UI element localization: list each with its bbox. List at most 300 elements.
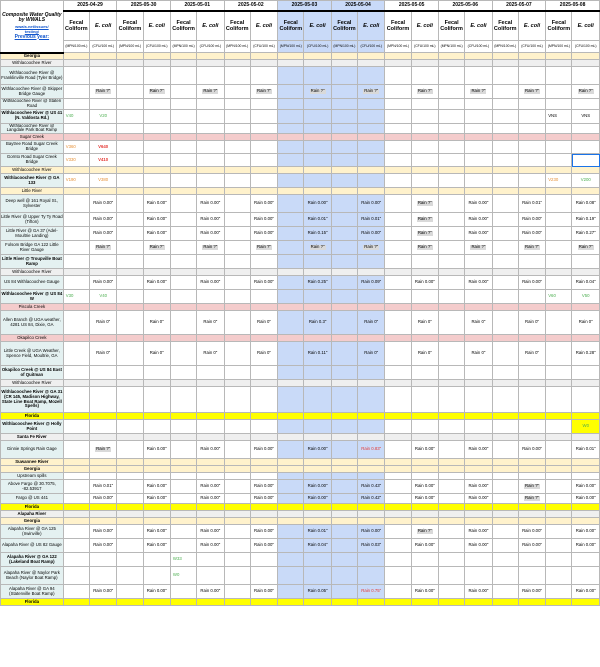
e-coli-cell[interactable] — [465, 255, 492, 269]
site-name[interactable]: Upstream spills — [1, 473, 64, 480]
fecal-coliform-cell[interactable] — [438, 380, 464, 387]
fecal-coliform-cell[interactable] — [438, 599, 464, 606]
fecal-coliform-cell[interactable] — [224, 413, 250, 420]
e-coli-cell[interactable] — [518, 599, 545, 606]
fecal-coliform-cell[interactable] — [385, 60, 411, 67]
fecal-coliform-cell[interactable] — [224, 585, 250, 599]
fecal-coliform-cell[interactable] — [63, 434, 89, 441]
fecal-coliform-cell[interactable] — [331, 195, 357, 213]
e-coli-cell[interactable] — [143, 53, 170, 60]
e-coli-cell[interactable] — [518, 525, 545, 539]
e-coli-cell[interactable] — [358, 60, 385, 67]
e-coli-cell[interactable] — [197, 174, 224, 188]
e-coli-cell[interactable] — [304, 504, 331, 511]
fecal-coliform-cell[interactable] — [492, 413, 518, 420]
site-name[interactable]: Santa Fe River — [1, 434, 64, 441]
e-coli-cell[interactable] — [90, 255, 117, 269]
e-coli-cell[interactable] — [411, 255, 438, 269]
e-coli-cell[interactable] — [304, 494, 331, 504]
fecal-coliform-cell[interactable] — [278, 67, 304, 85]
fecal-coliform-cell[interactable] — [63, 504, 89, 511]
e-coli-cell[interactable] — [250, 585, 277, 599]
e-coli-cell[interactable] — [572, 67, 600, 85]
e-coli-cell[interactable] — [518, 413, 545, 420]
e-coli-cell[interactable] — [197, 387, 224, 413]
fecal-coliform-cell[interactable] — [546, 387, 572, 413]
e-coli-cell[interactable] — [143, 335, 170, 342]
e-coli-cell[interactable] — [518, 123, 545, 134]
e-coli-cell[interactable] — [411, 387, 438, 413]
fecal-coliform-cell[interactable] — [492, 494, 518, 504]
site-name[interactable]: Withlacoochee River @ Holly Point — [1, 420, 64, 434]
fecal-coliform-cell[interactable] — [117, 195, 143, 213]
e-coli-cell[interactable] — [90, 195, 117, 213]
fecal-coliform-cell[interactable] — [170, 167, 196, 174]
e-coli-cell[interactable] — [518, 311, 545, 335]
e-coli-cell[interactable] — [197, 504, 224, 511]
e-coli-cell[interactable] — [250, 141, 277, 154]
fecal-coliform-cell[interactable] — [546, 311, 572, 335]
e-coli-cell[interactable] — [465, 276, 492, 290]
e-coli-cell[interactable] — [358, 167, 385, 174]
fecal-coliform-cell[interactable] — [278, 60, 304, 67]
fecal-coliform-cell[interactable] — [224, 480, 250, 494]
site-name[interactable]: Florida — [1, 413, 64, 420]
e-coli-cell[interactable] — [197, 195, 224, 213]
e-coli-cell[interactable] — [143, 304, 170, 311]
e-coli-cell[interactable] — [143, 473, 170, 480]
e-coli-cell[interactable] — [197, 276, 224, 290]
e-coli-cell[interactable] — [358, 67, 385, 85]
e-coli-cell[interactable] — [90, 53, 117, 60]
fecal-coliform-cell[interactable] — [278, 53, 304, 60]
e-coli-cell[interactable] — [90, 174, 117, 188]
fecal-coliform-cell[interactable] — [278, 123, 304, 134]
fecal-coliform-cell[interactable] — [224, 174, 250, 188]
fecal-coliform-cell[interactable] — [438, 195, 464, 213]
e-coli-cell[interactable] — [143, 434, 170, 441]
fecal-coliform-cell[interactable] — [117, 134, 143, 141]
e-coli-cell[interactable] — [358, 269, 385, 276]
fecal-coliform-cell[interactable] — [278, 154, 304, 167]
e-coli-cell[interactable] — [197, 290, 224, 304]
e-coli-cell[interactable] — [411, 154, 438, 167]
fecal-coliform-cell[interactable] — [224, 109, 250, 123]
fecal-coliform-cell[interactable] — [278, 553, 304, 567]
fecal-coliform-cell[interactable] — [492, 227, 518, 241]
e-coli-cell[interactable] — [143, 366, 170, 380]
fecal-coliform-cell[interactable] — [546, 85, 572, 99]
fecal-coliform-cell[interactable] — [224, 195, 250, 213]
e-coli-cell[interactable] — [197, 380, 224, 387]
e-coli-cell[interactable] — [518, 335, 545, 342]
fecal-coliform-cell[interactable] — [385, 67, 411, 85]
fecal-coliform-cell[interactable] — [331, 413, 357, 420]
e-coli-cell[interactable] — [197, 213, 224, 227]
fecal-coliform-cell[interactable] — [224, 459, 250, 466]
e-coli-cell[interactable] — [143, 511, 170, 518]
site-name[interactable]: Withlacoochee River — [1, 269, 64, 276]
e-coli-cell[interactable] — [572, 213, 600, 227]
e-coli-cell[interactable] — [250, 480, 277, 494]
fecal-coliform-cell[interactable] — [278, 366, 304, 380]
fecal-coliform-cell[interactable] — [117, 99, 143, 110]
e-coli-cell[interactable] — [572, 227, 600, 241]
site-name[interactable]: Withlacoochee River — [1, 380, 64, 387]
e-coli-cell[interactable] — [304, 255, 331, 269]
e-coli-cell[interactable] — [518, 227, 545, 241]
e-coli-cell[interactable] — [304, 276, 331, 290]
e-coli-cell[interactable] — [250, 434, 277, 441]
fecal-coliform-cell[interactable] — [170, 420, 196, 434]
fecal-coliform-cell[interactable] — [546, 227, 572, 241]
e-coli-cell[interactable] — [250, 387, 277, 413]
e-coli-cell[interactable] — [411, 99, 438, 110]
e-coli-cell[interactable] — [197, 188, 224, 195]
e-coli-cell[interactable] — [465, 167, 492, 174]
e-coli-cell[interactable] — [304, 154, 331, 167]
e-coli-cell[interactable] — [411, 420, 438, 434]
fecal-coliform-cell[interactable] — [438, 459, 464, 466]
e-coli-cell[interactable] — [465, 53, 492, 60]
fecal-coliform-cell[interactable] — [63, 525, 89, 539]
fecal-coliform-cell[interactable] — [438, 473, 464, 480]
e-coli-cell[interactable] — [465, 380, 492, 387]
fecal-coliform-cell[interactable] — [546, 167, 572, 174]
e-coli-cell[interactable] — [572, 109, 600, 123]
e-coli-cell[interactable] — [518, 473, 545, 480]
site-name[interactable]: Ginnie Springs Rain Gage — [1, 441, 64, 459]
e-coli-cell[interactable] — [572, 366, 600, 380]
fecal-coliform-cell[interactable] — [385, 459, 411, 466]
fecal-coliform-cell[interactable] — [117, 123, 143, 134]
fecal-coliform-cell[interactable] — [117, 494, 143, 504]
e-coli-cell[interactable] — [518, 459, 545, 466]
e-coli-cell[interactable] — [304, 380, 331, 387]
e-coli-cell[interactable] — [250, 195, 277, 213]
e-coli-cell[interactable] — [90, 553, 117, 567]
fecal-coliform-cell[interactable] — [331, 304, 357, 311]
e-coli-cell[interactable] — [411, 227, 438, 241]
e-coli-cell[interactable] — [518, 290, 545, 304]
e-coli-cell[interactable] — [518, 99, 545, 110]
e-coli-cell[interactable] — [250, 525, 277, 539]
fecal-coliform-cell[interactable] — [224, 494, 250, 504]
fecal-coliform-cell[interactable] — [170, 525, 196, 539]
fecal-coliform-cell[interactable] — [224, 276, 250, 290]
e-coli-cell[interactable] — [518, 494, 545, 504]
fecal-coliform-cell[interactable] — [331, 123, 357, 134]
fecal-coliform-cell[interactable] — [492, 553, 518, 567]
e-coli-cell[interactable] — [411, 123, 438, 134]
e-coli-cell[interactable] — [90, 380, 117, 387]
fecal-coliform-cell[interactable] — [63, 441, 89, 459]
fecal-coliform-cell[interactable] — [438, 141, 464, 154]
fecal-coliform-cell[interactable] — [63, 459, 89, 466]
e-coli-cell[interactable] — [465, 335, 492, 342]
fecal-coliform-cell[interactable] — [546, 188, 572, 195]
fecal-coliform-cell[interactable] — [385, 494, 411, 504]
fecal-coliform-cell[interactable] — [546, 434, 572, 441]
fecal-coliform-cell[interactable] — [170, 255, 196, 269]
e-coli-cell[interactable] — [465, 585, 492, 599]
fecal-coliform-cell[interactable] — [63, 480, 89, 494]
fecal-coliform-cell[interactable] — [170, 154, 196, 167]
e-coli-cell[interactable] — [358, 494, 385, 504]
fecal-coliform-cell[interactable] — [170, 567, 196, 585]
fecal-coliform-cell[interactable] — [438, 154, 464, 167]
e-coli-cell[interactable] — [250, 99, 277, 110]
fecal-coliform-cell[interactable] — [278, 459, 304, 466]
fecal-coliform-cell[interactable] — [438, 174, 464, 188]
fecal-coliform-cell[interactable] — [117, 480, 143, 494]
e-coli-cell[interactable] — [358, 420, 385, 434]
e-coli-cell[interactable] — [358, 525, 385, 539]
fecal-coliform-cell[interactable] — [278, 276, 304, 290]
e-coli-cell[interactable] — [197, 335, 224, 342]
e-coli-cell[interactable] — [143, 255, 170, 269]
fecal-coliform-cell[interactable] — [224, 567, 250, 585]
e-coli-cell[interactable] — [411, 53, 438, 60]
fecal-coliform-cell[interactable] — [438, 567, 464, 585]
fecal-coliform-cell[interactable] — [438, 269, 464, 276]
fecal-coliform-cell[interactable] — [117, 335, 143, 342]
e-coli-cell[interactable] — [143, 67, 170, 85]
fecal-coliform-cell[interactable] — [63, 473, 89, 480]
fecal-coliform-cell[interactable] — [117, 60, 143, 67]
fecal-coliform-cell[interactable] — [385, 434, 411, 441]
e-coli-cell[interactable] — [304, 167, 331, 174]
fecal-coliform-cell[interactable] — [331, 213, 357, 227]
fecal-coliform-cell[interactable] — [385, 413, 411, 420]
fecal-coliform-cell[interactable] — [63, 511, 89, 518]
fecal-coliform-cell[interactable] — [278, 335, 304, 342]
fecal-coliform-cell[interactable] — [438, 480, 464, 494]
fecal-coliform-cell[interactable] — [117, 255, 143, 269]
fecal-coliform-cell[interactable] — [224, 434, 250, 441]
fecal-coliform-cell[interactable] — [117, 380, 143, 387]
e-coli-cell[interactable] — [572, 188, 600, 195]
e-coli-cell[interactable] — [518, 480, 545, 494]
e-coli-cell[interactable] — [250, 290, 277, 304]
fecal-coliform-cell[interactable] — [438, 134, 464, 141]
fecal-coliform-cell[interactable] — [63, 67, 89, 85]
fecal-coliform-cell[interactable] — [117, 539, 143, 553]
fecal-coliform-cell[interactable] — [438, 188, 464, 195]
site-name[interactable]: Baytree Road Sugar Creek Bridge — [1, 141, 64, 154]
fecal-coliform-cell[interactable] — [492, 441, 518, 459]
e-coli-cell[interactable] — [197, 585, 224, 599]
e-coli-cell[interactable] — [465, 420, 492, 434]
e-coli-cell[interactable] — [304, 67, 331, 85]
fecal-coliform-cell[interactable] — [170, 67, 196, 85]
fecal-coliform-cell[interactable] — [117, 585, 143, 599]
e-coli-cell[interactable] — [304, 599, 331, 606]
fecal-coliform-cell[interactable] — [492, 67, 518, 85]
e-coli-cell[interactable] — [411, 269, 438, 276]
fecal-coliform-cell[interactable] — [385, 174, 411, 188]
e-coli-cell[interactable] — [90, 511, 117, 518]
fecal-coliform-cell[interactable] — [278, 480, 304, 494]
e-coli-cell[interactable] — [465, 599, 492, 606]
fecal-coliform-cell[interactable] — [385, 276, 411, 290]
fecal-coliform-cell[interactable] — [63, 494, 89, 504]
e-coli-cell[interactable] — [143, 494, 170, 504]
fecal-coliform-cell[interactable] — [492, 335, 518, 342]
fecal-coliform-cell[interactable] — [438, 167, 464, 174]
e-coli-cell[interactable] — [197, 553, 224, 567]
e-coli-cell[interactable] — [572, 60, 600, 67]
e-coli-cell[interactable] — [250, 494, 277, 504]
e-coli-cell[interactable] — [465, 342, 492, 366]
fecal-coliform-cell[interactable] — [546, 525, 572, 539]
fecal-coliform-cell[interactable] — [170, 304, 196, 311]
fecal-coliform-cell[interactable] — [224, 99, 250, 110]
fecal-coliform-cell[interactable] — [117, 304, 143, 311]
e-coli-cell[interactable] — [465, 466, 492, 473]
fecal-coliform-cell[interactable] — [224, 518, 250, 525]
e-coli-cell[interactable] — [465, 553, 492, 567]
fecal-coliform-cell[interactable] — [170, 174, 196, 188]
e-coli-cell[interactable] — [572, 567, 600, 585]
e-coli-cell[interactable] — [250, 85, 277, 99]
fecal-coliform-cell[interactable] — [117, 525, 143, 539]
e-coli-cell[interactable] — [411, 311, 438, 335]
site-name[interactable]: Fargo @ US 441 — [1, 494, 64, 504]
e-coli-cell[interactable] — [411, 195, 438, 213]
fecal-coliform-cell[interactable] — [170, 494, 196, 504]
fecal-coliform-cell[interactable] — [117, 290, 143, 304]
e-coli-cell[interactable] — [465, 227, 492, 241]
e-coli-cell[interactable] — [90, 154, 117, 167]
fecal-coliform-cell[interactable] — [170, 53, 196, 60]
e-coli-cell[interactable] — [197, 255, 224, 269]
e-coli-cell[interactable] — [250, 134, 277, 141]
fecal-coliform-cell[interactable] — [438, 511, 464, 518]
fecal-coliform-cell[interactable] — [331, 53, 357, 60]
fecal-coliform-cell[interactable] — [546, 539, 572, 553]
fecal-coliform-cell[interactable] — [63, 413, 89, 420]
e-coli-cell[interactable] — [465, 109, 492, 123]
e-coli-cell[interactable] — [358, 585, 385, 599]
fecal-coliform-cell[interactable] — [438, 213, 464, 227]
e-coli-cell[interactable] — [518, 387, 545, 413]
fecal-coliform-cell[interactable] — [170, 195, 196, 213]
fecal-coliform-cell[interactable] — [331, 276, 357, 290]
e-coli-cell[interactable] — [90, 167, 117, 174]
e-coli-cell[interactable] — [572, 518, 600, 525]
e-coli-cell[interactable] — [90, 311, 117, 335]
e-coli-cell[interactable] — [358, 567, 385, 585]
e-coli-cell[interactable] — [197, 134, 224, 141]
e-coli-cell[interactable] — [411, 553, 438, 567]
fecal-coliform-cell[interactable] — [117, 269, 143, 276]
fecal-coliform-cell[interactable] — [331, 525, 357, 539]
e-coli-cell[interactable] — [304, 99, 331, 110]
fecal-coliform-cell[interactable] — [331, 567, 357, 585]
e-coli-cell[interactable] — [518, 518, 545, 525]
e-coli-cell[interactable] — [90, 480, 117, 494]
e-coli-cell[interactable] — [358, 434, 385, 441]
fecal-coliform-cell[interactable] — [224, 525, 250, 539]
e-coli-cell[interactable] — [250, 466, 277, 473]
fecal-coliform-cell[interactable] — [224, 213, 250, 227]
fecal-coliform-cell[interactable] — [492, 174, 518, 188]
e-coli-cell[interactable] — [197, 141, 224, 154]
fecal-coliform-cell[interactable] — [492, 599, 518, 606]
fecal-coliform-cell[interactable] — [331, 494, 357, 504]
testing-link[interactable]: wwals.net/issues/ — [15, 23, 49, 29]
fecal-coliform-cell[interactable] — [278, 342, 304, 366]
e-coli-cell[interactable] — [143, 567, 170, 585]
e-coli-cell[interactable] — [197, 473, 224, 480]
fecal-coliform-cell[interactable] — [492, 85, 518, 99]
site-name[interactable]: Folsom Bridge GA 122 Little River Gauge — [1, 241, 64, 255]
e-coli-cell[interactable] — [572, 174, 600, 188]
fecal-coliform-cell[interactable] — [117, 413, 143, 420]
e-coli-cell[interactable] — [143, 123, 170, 134]
fecal-coliform-cell[interactable] — [492, 434, 518, 441]
fecal-coliform-cell[interactable] — [492, 380, 518, 387]
fecal-coliform-cell[interactable] — [63, 53, 89, 60]
fecal-coliform-cell[interactable] — [63, 195, 89, 213]
fecal-coliform-cell[interactable] — [278, 539, 304, 553]
fecal-coliform-cell[interactable] — [278, 290, 304, 304]
e-coli-cell[interactable] — [411, 174, 438, 188]
fecal-coliform-cell[interactable] — [438, 504, 464, 511]
e-coli-cell[interactable] — [518, 434, 545, 441]
site-name[interactable]: Withlacoochee River — [1, 60, 64, 67]
e-coli-cell[interactable] — [572, 134, 600, 141]
fecal-coliform-cell[interactable] — [492, 60, 518, 67]
e-coli-cell[interactable] — [197, 511, 224, 518]
e-coli-cell[interactable] — [518, 304, 545, 311]
fecal-coliform-cell[interactable] — [63, 342, 89, 366]
site-name[interactable]: Little River — [1, 188, 64, 195]
fecal-coliform-cell[interactable] — [546, 380, 572, 387]
fecal-coliform-cell[interactable] — [278, 466, 304, 473]
site-name[interactable]: Withlacoochee River @ Franklinville Road (Tyler Bridge) — [1, 67, 64, 85]
e-coli-cell[interactable] — [90, 518, 117, 525]
e-coli-cell[interactable] — [358, 85, 385, 99]
e-coli-cell[interactable] — [90, 85, 117, 99]
fecal-coliform-cell[interactable] — [278, 585, 304, 599]
e-coli-cell[interactable] — [411, 511, 438, 518]
e-coli-cell[interactable] — [304, 553, 331, 567]
fecal-coliform-cell[interactable] — [170, 459, 196, 466]
e-coli-cell[interactable] — [250, 213, 277, 227]
fecal-coliform-cell[interactable] — [170, 109, 196, 123]
fecal-coliform-cell[interactable] — [170, 123, 196, 134]
e-coli-cell[interactable] — [358, 53, 385, 60]
e-coli-cell[interactable] — [572, 473, 600, 480]
e-coli-cell[interactable] — [250, 167, 277, 174]
site-name[interactable]: Withlacoochee River — [1, 167, 64, 174]
fecal-coliform-cell[interactable] — [170, 269, 196, 276]
fecal-coliform-cell[interactable] — [63, 85, 89, 99]
e-coli-cell[interactable] — [197, 154, 224, 167]
fecal-coliform-cell[interactable] — [170, 434, 196, 441]
fecal-coliform-cell[interactable] — [63, 60, 89, 67]
fecal-coliform-cell[interactable] — [438, 466, 464, 473]
fecal-coliform-cell[interactable] — [492, 304, 518, 311]
fecal-coliform-cell[interactable] — [385, 480, 411, 494]
fecal-coliform-cell[interactable] — [438, 53, 464, 60]
fecal-coliform-cell[interactable] — [331, 154, 357, 167]
e-coli-cell[interactable] — [518, 53, 545, 60]
fecal-coliform-cell[interactable] — [546, 269, 572, 276]
e-coli-cell[interactable] — [304, 269, 331, 276]
